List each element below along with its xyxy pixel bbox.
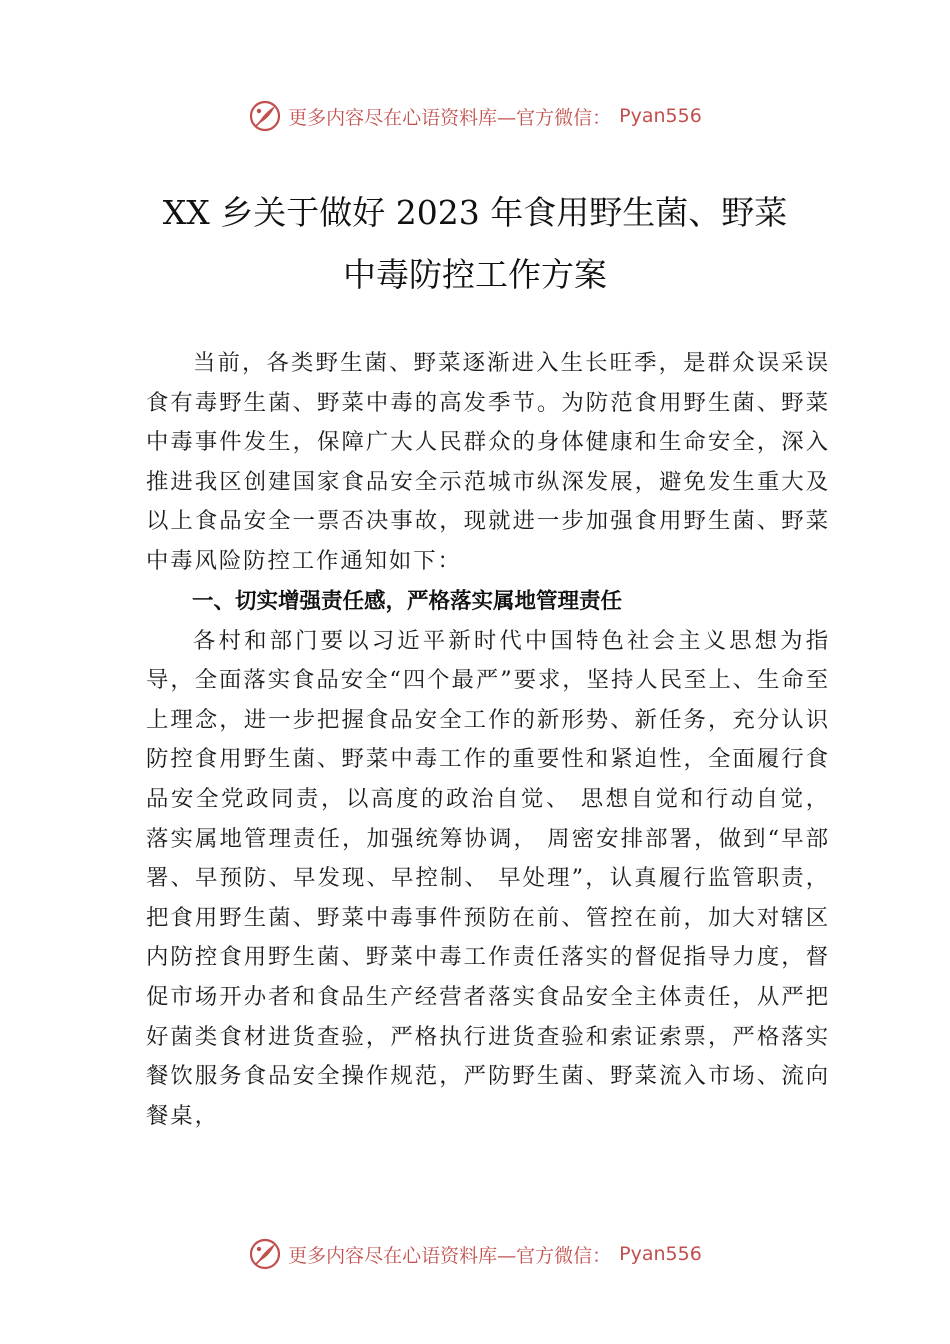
title-line-1: XX 乡关于做好 2023 年食用野生菌、野菜 bbox=[162, 193, 788, 232]
intro-paragraph: 当前，各类野生菌、野菜逐渐进入生长旺季，是群众误采误食有毒野生菌、野菜中毒的高发季节。为防范食用野生菌、野菜中毒事件发生，保障广大人民群众的身体健康和生命安全，深入推进我区创建国家食品安全示范城市纵深发展，避免发生重大及以上食品安全一票否决事故，现就进一步加强食用野生菌、野菜中毒风险防控工作通知如下： bbox=[146, 350, 830, 574]
watermark-wechat-id: Pyan556 bbox=[619, 105, 702, 127]
watermark-text: 更多内容尽在心语资料库—官方微信： bbox=[288, 106, 612, 129]
document-title bbox=[100, 182, 850, 306]
header-watermark bbox=[0, 96, 950, 136]
section-1-heading: 一、切实增强责任感，严格落实属地管理责任 bbox=[192, 588, 623, 614]
feather-pen-icon bbox=[248, 99, 282, 133]
feather-pen-icon bbox=[248, 1237, 282, 1271]
watermark-wechat-id: Pyan556 bbox=[619, 1243, 702, 1265]
footer-watermark bbox=[0, 1234, 950, 1274]
watermark-text: 更多内容尽在心语资料库—官方微信： bbox=[288, 1244, 612, 1267]
document-body bbox=[146, 344, 830, 1136]
title-line-2: 中毒防控工作方案 bbox=[343, 255, 607, 294]
section-1-paragraph: 各村和部门要以习近平新时代中国特色社会主义思想为指导，全面落实食品安全“四个最严”要求，坚持人民至上、生命至上理念，进一步把握食品安全工作的新形势、新任务，充分认识防控食用野生菌、野菜中毒工作的重要性和紧迫性，全面履行食品安全党政同责，以高度的政治自觉、 思想自觉和行动自觉，落实属地管理责任，加强统筹协调， 周密安排部署，做到“早部署、早预防、早发现、早控制、 早处理”，认真履行监管职责，把食用野生菌、野菜中毒事件预防在前、管控在前，加大对辖区内防控食用野生菌、野菜中毒工作责任落实的督促指导力度，督促市场开办者和食品生产经营者落实食品安全主体责任，从严把好菌类食材进货查验，严格执行进货查验和索证索票，严格落实餐饮服务食品安全操作规范，严防野生菌、野菜流入市场、流向餐桌， bbox=[146, 627, 830, 1129]
